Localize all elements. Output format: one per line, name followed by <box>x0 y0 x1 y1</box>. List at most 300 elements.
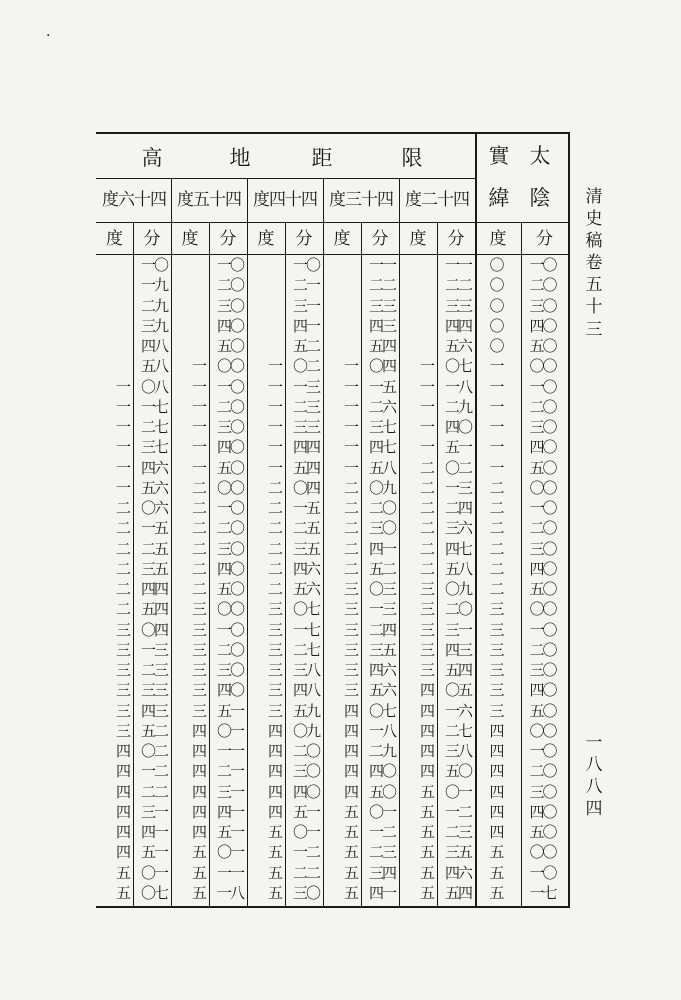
table-cell: 一 <box>267 438 281 457</box>
table-cell: 三 <box>343 620 357 639</box>
group-header: 度六十四 <box>102 190 166 210</box>
table-cell: 四 <box>489 782 503 801</box>
header-title-char: 地 <box>229 146 251 170</box>
table-cell: 三 <box>191 681 205 700</box>
table-cell: 三〇 <box>292 762 319 781</box>
table-cell: 四八 <box>140 337 167 355</box>
table-cell: 四〇 <box>216 681 243 700</box>
table-cell: 五 <box>419 802 433 821</box>
table-cell: 三 <box>419 640 433 659</box>
table-cell: 〇九 <box>292 721 319 740</box>
table-cell: 四一 <box>368 539 395 558</box>
table-cell: 二 <box>489 539 503 558</box>
table-cell: 三三 <box>444 296 471 315</box>
table-cell: 一五 <box>292 499 319 517</box>
table-cell: 一七 <box>529 883 556 902</box>
header-rule <box>96 222 568 223</box>
table-cell: 〇〇 <box>216 600 243 619</box>
table-cell: 一 <box>343 458 357 477</box>
table-cell: 四 <box>343 701 357 720</box>
table-cell: 三 <box>115 681 129 700</box>
table-cell: 五六 <box>444 337 471 355</box>
table-cell: 五 <box>489 863 503 882</box>
table-cell: 五二 <box>140 721 167 740</box>
table-cell: 二 <box>419 458 433 477</box>
table-cell: 四 <box>115 823 129 841</box>
table-cell: 〇二 <box>444 458 471 477</box>
table-cell: 一〇 <box>529 620 556 639</box>
table-cell: 一 <box>489 397 503 416</box>
table-cell: 四 <box>489 762 503 781</box>
table-cell: 二 <box>267 519 281 538</box>
table-cell: 三 <box>343 681 357 700</box>
table-cell: 五〇 <box>444 762 471 781</box>
table-cell: 五 <box>419 782 433 801</box>
group-header: 度二十四 <box>405 190 469 210</box>
table-cell: 五 <box>267 863 281 882</box>
table-cell: 一〇 <box>529 377 556 396</box>
table-cell: 一三 <box>368 600 395 619</box>
table-cell: 五〇 <box>368 782 395 801</box>
table-cell: 五 <box>267 883 281 902</box>
table-cell: 一 <box>343 357 357 376</box>
table-cell: 五 <box>419 863 433 882</box>
table-cell: 一 <box>115 458 129 477</box>
table-cell: 二〇 <box>529 762 556 781</box>
table-cell: 〇一 <box>292 823 319 841</box>
table-cell: 二四 <box>368 620 395 639</box>
table-cell: 二 <box>115 499 129 517</box>
table-cell: 〇八 <box>140 377 167 396</box>
table-cell: 一五 <box>368 377 395 396</box>
unit-label: 度 <box>106 229 123 249</box>
frame-top-line <box>96 132 568 134</box>
header-title-char: 距 <box>311 146 333 170</box>
table-cell: 四六 <box>444 863 471 882</box>
table-cell: 一 <box>489 357 503 376</box>
table-cell: 二三 <box>292 397 319 416</box>
table-cell: 一 <box>191 357 205 376</box>
table-cell: 三四 <box>368 863 395 882</box>
table-cell: 五一 <box>216 823 243 841</box>
table-cell: 二 <box>115 580 129 598</box>
table-cell: 四八 <box>292 681 319 700</box>
table-cell: 一七 <box>292 620 319 639</box>
table-cell: 一 <box>489 377 503 396</box>
table-cell: 三 <box>115 620 129 639</box>
table-cell: 〇五 <box>444 681 471 700</box>
table-cell: 四 <box>267 721 281 740</box>
table-cell: 五一 <box>444 438 471 457</box>
table-cell: 五〇 <box>529 823 556 841</box>
table-cell: 二 <box>489 559 503 578</box>
table-cell: 四一 <box>140 823 167 841</box>
table-cell: 五〇 <box>216 458 243 477</box>
table-cell: 四四 <box>292 438 319 457</box>
table-cell: 一 <box>419 397 433 416</box>
table-cell: 二 <box>191 580 205 598</box>
table-cell: 〇〇 <box>529 600 556 619</box>
table-cell: 五 <box>343 843 357 862</box>
table-cell: 四 <box>419 721 433 740</box>
table-cell: 三五 <box>368 640 395 659</box>
table-cell: 三〇 <box>529 296 556 315</box>
table-cell: 三〇 <box>216 539 243 558</box>
table-cell: 五六 <box>368 681 395 700</box>
group-header: 度三十四 <box>329 190 393 210</box>
book-title: 清 史 稿 卷 五 十 三 <box>585 187 603 340</box>
table-cell: 〇〇 <box>529 721 556 740</box>
table-cell: 四〇 <box>529 802 556 821</box>
table-cell: 三一 <box>292 296 319 315</box>
table-cell: 〇〇 <box>529 843 556 862</box>
table-cell: 一 <box>115 478 129 497</box>
table-cell: 〇一 <box>140 863 167 882</box>
table-cell: 二七 <box>140 418 167 436</box>
table-cell: 三 <box>191 620 205 639</box>
table-cell: 三 <box>419 661 433 679</box>
table-cell: 五〇 <box>529 580 556 598</box>
table-cell: 二九 <box>140 296 167 315</box>
table-cell: 四 <box>489 823 503 841</box>
unit-label: 度 <box>489 229 507 249</box>
table-cell: 二 <box>191 519 205 538</box>
table-cell: 五一 <box>292 802 319 821</box>
table-cell: 四 <box>419 701 433 720</box>
table-cell: 二 <box>191 478 205 497</box>
table-cell: 三五 <box>292 539 319 558</box>
table-cell: 三一 <box>444 620 471 639</box>
table-cell: 二六 <box>368 397 395 416</box>
solar-label-char: 太 <box>529 144 551 168</box>
table-cell: 一 <box>489 458 503 477</box>
table-cell: 四七 <box>368 438 395 457</box>
table-cell: 二〇 <box>368 499 395 517</box>
table-cell: 二 <box>489 499 503 517</box>
table-cell: 二〇 <box>216 276 243 295</box>
table-cell: 五四 <box>140 600 167 619</box>
table-cell: 〇 <box>489 316 503 335</box>
table-cell: 一 <box>115 418 129 436</box>
unit-label: 度 <box>181 229 199 249</box>
table-cell: 三〇 <box>292 883 319 902</box>
table-cell: 二 <box>343 478 357 497</box>
table-cell: 四 <box>419 681 433 700</box>
table-cell: 一〇 <box>292 256 319 274</box>
table-cell: 〇 <box>489 337 503 355</box>
table-cell: 一五 <box>140 519 167 538</box>
table-cell: 四 <box>343 782 357 801</box>
table-cell: 三 <box>267 661 281 679</box>
table-cell: 二 <box>343 559 357 578</box>
frame-right-line <box>568 132 570 908</box>
table-cell: 五〇 <box>529 458 556 477</box>
table-cell: 四 <box>489 742 503 760</box>
table-cell: 五二 <box>368 559 395 578</box>
table-cell: 五 <box>343 823 357 841</box>
table-cell: 四六 <box>292 559 319 578</box>
table-cell: 四 <box>115 802 129 821</box>
table-cell: 一 <box>267 357 281 376</box>
table-cell: 〇七 <box>140 883 167 902</box>
table-cell: 三 <box>489 620 503 639</box>
table-cell: 五 <box>419 883 433 902</box>
table-cell: 一〇 <box>529 742 556 760</box>
table-cell: 五〇 <box>216 580 243 598</box>
table-cell: 二〇 <box>216 397 243 416</box>
table-cell: 二 <box>267 478 281 497</box>
table-cell: 一九 <box>140 276 167 295</box>
table-cell: 二七 <box>444 721 471 740</box>
page-number: 一 八 八 四 <box>585 733 603 820</box>
table-cell: 三〇 <box>529 782 556 801</box>
table-cell: 五〇 <box>529 701 556 720</box>
table-cell: 二二 <box>368 276 395 295</box>
table-cell: 〇 <box>489 296 503 315</box>
table-cell: 一〇 <box>216 620 243 639</box>
solar-label-char: 陰 <box>529 186 551 210</box>
table-cell: 四四 <box>140 580 167 598</box>
table-cell: 一一 <box>216 742 243 760</box>
table-cell: 一〇 <box>216 256 243 274</box>
unit-label: 度 <box>409 229 427 249</box>
table-cell: 四 <box>489 721 503 740</box>
table-cell: 三 <box>267 620 281 639</box>
unit-label: 分 <box>295 229 313 249</box>
table-cell: 〇九 <box>368 478 395 497</box>
table-cell: 一八 <box>216 883 243 902</box>
table-cell: 〇七 <box>368 701 395 720</box>
table-cell: 四 <box>489 802 503 821</box>
table-cell: 〇一 <box>444 782 471 801</box>
table-cell: 二五 <box>292 519 319 538</box>
header-title-char: 限 <box>401 146 423 170</box>
frame-bottom-line <box>96 906 568 908</box>
table-cell: 一一 <box>368 256 395 274</box>
unit-label: 度 <box>333 229 351 249</box>
table-cell: 三一 <box>140 802 167 821</box>
table-cell: 五九 <box>292 701 319 720</box>
table-cell: 四三 <box>368 316 395 335</box>
table-cell: 二 <box>191 539 205 558</box>
table-cell: 二 <box>419 499 433 517</box>
table-cell: 〇四 <box>368 357 395 376</box>
table-cell: 三五 <box>140 559 167 578</box>
table-cell: 四六 <box>140 458 167 477</box>
table-cell: 一二 <box>444 802 471 821</box>
table-cell: 五四 <box>292 458 319 477</box>
table-cell: 二 <box>343 519 357 538</box>
table-cell: 三〇 <box>216 418 243 436</box>
table-cell: 二〇 <box>444 600 471 619</box>
table-cell: 四 <box>115 742 129 760</box>
table-cell: 二三 <box>444 823 471 841</box>
table-cell: 二 <box>419 539 433 558</box>
table-cell: 五 <box>191 863 205 882</box>
table-cell: 四 <box>115 843 129 862</box>
table-cell: 二〇 <box>216 519 243 538</box>
table-cell: 五 <box>267 823 281 841</box>
table-cell: 二〇 <box>292 742 319 760</box>
actual-label-char: 實 <box>488 144 510 168</box>
table-cell: 三 <box>419 580 433 598</box>
table-cell: 二 <box>489 519 503 538</box>
table-cell: 一三 <box>292 377 319 396</box>
table-cell: 三八 <box>292 661 319 679</box>
table-cell: 三 <box>115 701 129 720</box>
table-cell: 四 <box>267 802 281 821</box>
table-cell: 五六 <box>292 580 319 598</box>
table-cell: 三〇 <box>368 519 395 538</box>
table-cell: 五 <box>489 883 503 902</box>
table-cell: 三〇 <box>529 539 556 558</box>
table-cell: 四六 <box>368 661 395 679</box>
table-cell: 三 <box>419 600 433 619</box>
table-cell: 三五 <box>444 843 471 862</box>
table-cell: 一 <box>419 438 433 457</box>
table-cell: 五二 <box>292 337 319 355</box>
table-cell: 五〇 <box>216 337 243 355</box>
table-cell: 五 <box>489 843 503 862</box>
table-cell: 二 <box>419 478 433 497</box>
table-cell: 三 <box>489 661 503 679</box>
table-cell: 三 <box>115 640 129 659</box>
table-cell: 二一 <box>292 276 319 295</box>
table-cell: 一八 <box>368 721 395 740</box>
table-cell: 三 <box>419 620 433 639</box>
table-cell: 四 <box>267 742 281 760</box>
table-cell: 四〇 <box>216 559 243 578</box>
table-cell: 二 <box>191 559 205 578</box>
table-cell: 五四 <box>444 661 471 679</box>
table-cell: 一 <box>115 377 129 396</box>
table-cell: 二 <box>115 519 129 538</box>
table-cell: 二二 <box>140 782 167 801</box>
table-cell: 二 <box>419 519 433 538</box>
header-rule <box>96 178 475 179</box>
table-cell: 一〇 <box>529 256 556 274</box>
table-cell: 四〇 <box>292 782 319 801</box>
unit-label: 分 <box>219 229 237 249</box>
table-cell: 〇〇 <box>216 357 243 376</box>
table-cell: 五 <box>115 863 129 882</box>
table-cell: 一〇 <box>529 863 556 882</box>
table-cell: 二一 <box>216 762 243 781</box>
table-cell: 一 <box>419 377 433 396</box>
table-cell: 三〇 <box>529 661 556 679</box>
table-cell: 四一 <box>368 883 395 902</box>
table-cell: 四 <box>267 762 281 781</box>
table-cell: 三 <box>343 580 357 598</box>
table-cell: 四〇 <box>444 418 471 436</box>
table-cell: 〇九 <box>444 580 471 598</box>
table-cell: 五 <box>343 802 357 821</box>
table-cell: 二二 <box>292 863 319 882</box>
unit-label: 度 <box>257 229 275 249</box>
table-cell: 四〇 <box>216 316 243 335</box>
table-cell: 一八 <box>444 377 471 396</box>
table-cell: 五〇 <box>529 337 556 355</box>
table-cell: 四 <box>191 802 205 821</box>
table-cell: 五 <box>419 843 433 862</box>
table-cell: 三 <box>191 661 205 679</box>
table-cell: 一 <box>489 418 503 436</box>
table-cell: 一二 <box>140 762 167 781</box>
table-cell: 四〇 <box>216 438 243 457</box>
table-cell: 五 <box>191 883 205 902</box>
table-cell: 〇〇 <box>216 478 243 497</box>
unit-label: 分 <box>143 229 161 249</box>
actual-label-char: 緯 <box>488 186 510 210</box>
table-cell: 三 <box>267 600 281 619</box>
table-cell: 三 <box>489 600 503 619</box>
table-cell: 五四 <box>368 337 395 355</box>
table-cell: 三七 <box>368 418 395 436</box>
table-cell: 五 <box>267 843 281 862</box>
table-cell: 二 <box>115 559 129 578</box>
table-cell: 四〇 <box>368 762 395 781</box>
table-cell: 二〇 <box>529 640 556 659</box>
table-cell: 一 <box>191 458 205 477</box>
table-cell: 三七 <box>140 438 167 457</box>
table-cell: 〇 <box>489 276 503 295</box>
table-cell: 四 <box>191 782 205 801</box>
table-cell: 四 <box>191 762 205 781</box>
table-cell: 四 <box>115 762 129 781</box>
table-cell: 三〇 <box>216 661 243 679</box>
table-cell: 三 <box>191 701 205 720</box>
table-cell: 五 <box>191 843 205 862</box>
table-cell: 〇 <box>489 256 503 274</box>
table-cell: 四〇 <box>529 559 556 578</box>
group-header: 度四十四 <box>253 190 317 210</box>
table-cell: 四四 <box>444 316 471 335</box>
table-cell: 二 <box>267 539 281 558</box>
table-cell: 〇四 <box>140 620 167 639</box>
table-cell: 一一 <box>216 863 243 882</box>
table-cell: 三九 <box>140 316 167 335</box>
table-cell: 〇一 <box>216 843 243 862</box>
table-cell: 三 <box>489 640 503 659</box>
table-cell: 一 <box>191 438 205 457</box>
table-cell: 二 <box>489 580 503 598</box>
table-cell: 〇一 <box>368 802 395 821</box>
header-title-char: 高 <box>141 146 163 170</box>
table-cell: 三一 <box>216 782 243 801</box>
table-cell: 五八 <box>368 458 395 477</box>
table-cell: 三 <box>489 701 503 720</box>
table-cell: 三 <box>489 681 503 700</box>
table-cell: 三 <box>191 640 205 659</box>
group-header: 度五十四 <box>177 190 241 210</box>
table-cell: 〇〇 <box>529 357 556 376</box>
unit-label: 分 <box>371 229 389 249</box>
table-cell: 四 <box>343 742 357 760</box>
table-cell: 一一 <box>444 256 471 274</box>
table-cell: 二 <box>489 478 503 497</box>
table-cell: 四〇 <box>529 438 556 457</box>
table-cell: 一〇 <box>216 499 243 517</box>
table-cell: 三 <box>191 600 205 619</box>
table-cell: 二 <box>267 580 281 598</box>
table-cell: 五 <box>419 823 433 841</box>
table-cell: 一〇 <box>216 377 243 396</box>
table-cell: 二 <box>115 539 129 558</box>
table-cell: 一六 <box>444 701 471 720</box>
table-cell: 三 <box>267 681 281 700</box>
header-rule <box>96 254 568 255</box>
table-cell: 一 <box>343 438 357 457</box>
